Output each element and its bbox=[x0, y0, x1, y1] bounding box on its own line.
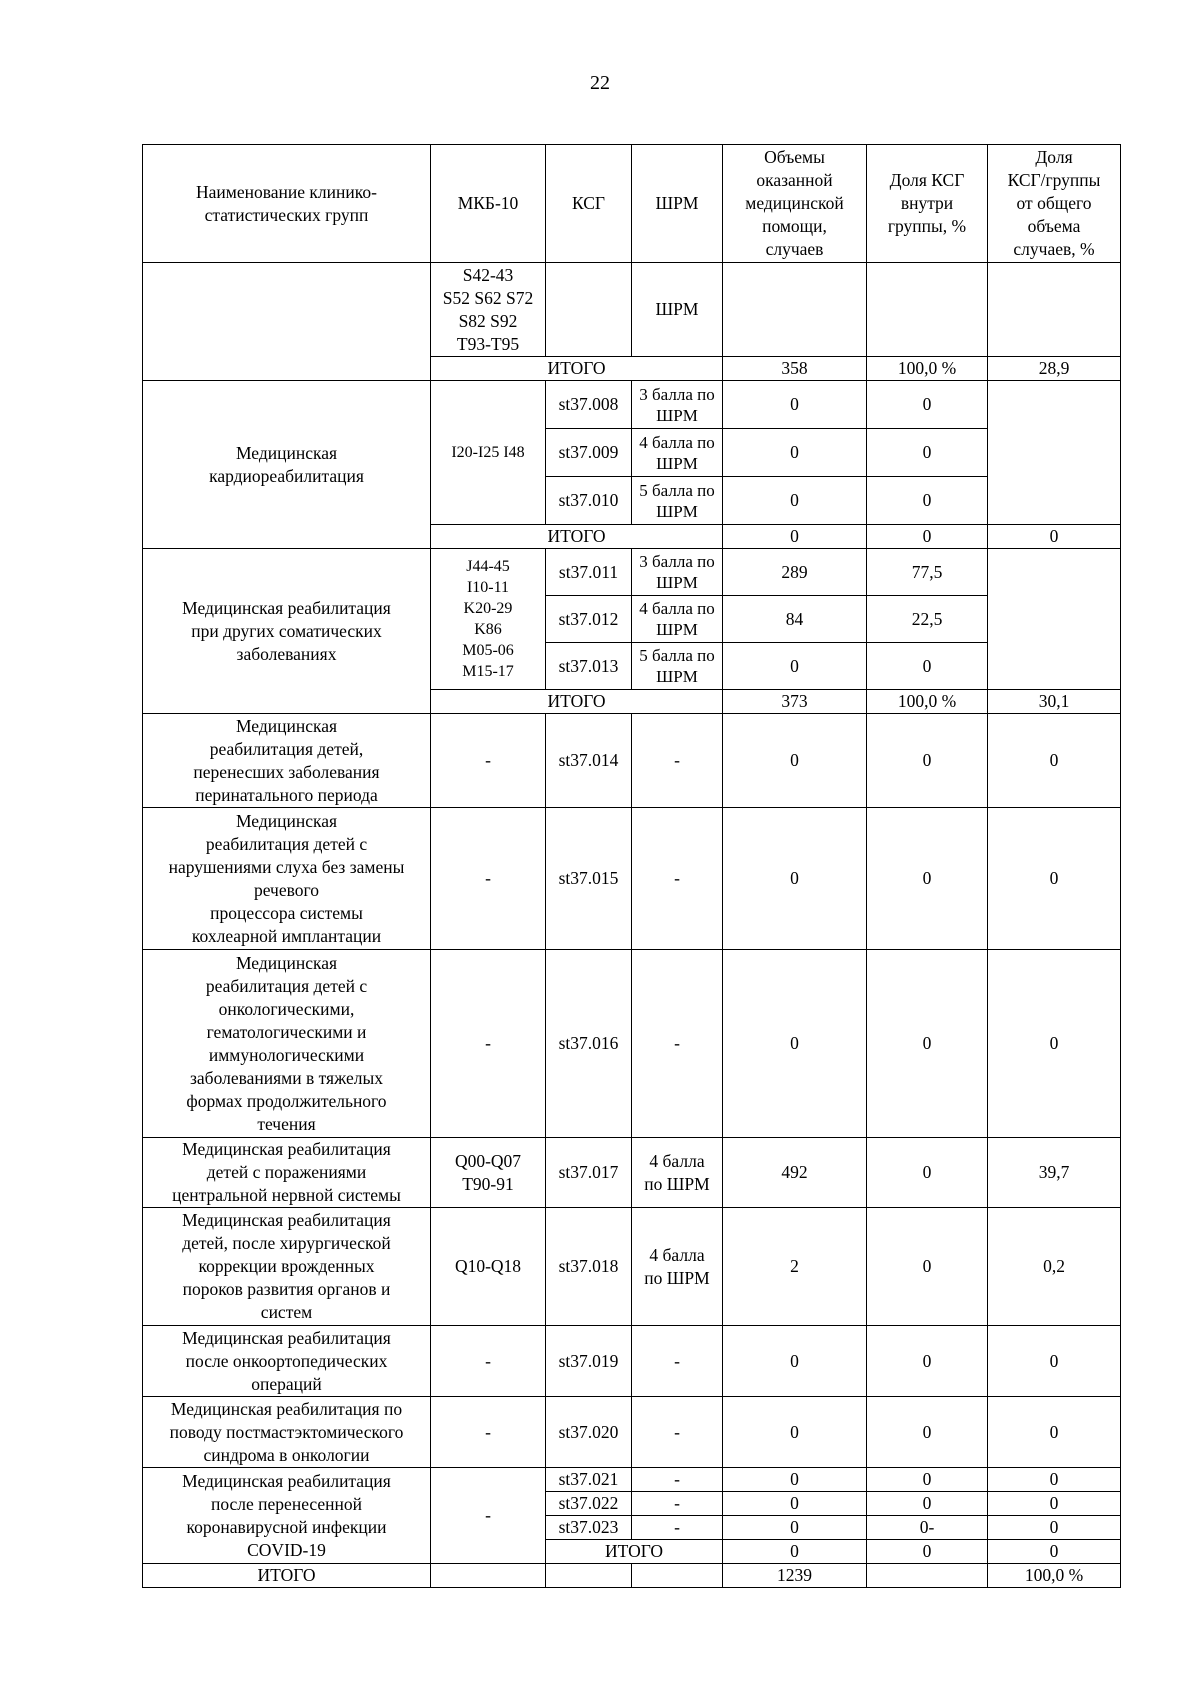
volume-cell: 0 bbox=[723, 950, 867, 1138]
table-row bbox=[143, 714, 1121, 808]
table-row bbox=[143, 1468, 1121, 1492]
ksg-cell: st37.021 bbox=[546, 1468, 632, 1492]
table-row bbox=[143, 1397, 1121, 1468]
ksg-cell: st37.017 bbox=[546, 1138, 632, 1208]
table-row bbox=[143, 549, 1121, 596]
share-cell-empty bbox=[867, 263, 988, 357]
mkb-cell: - bbox=[431, 1468, 546, 1564]
ksg-cell: st37.018 bbox=[546, 1208, 632, 1326]
ksg-cell: st37.008 bbox=[546, 381, 632, 429]
ksg-cell: st37.019 bbox=[546, 1326, 632, 1397]
subtotal-share: 100,0 % bbox=[867, 357, 988, 381]
group-name-cell: Медицинская реабилитация детей с нарушениями слуха без замены речевого процессора системы кохлеарной имплантации bbox=[143, 808, 431, 950]
share-cell: 0 bbox=[867, 1326, 988, 1397]
header-share-total: Доля КСГ/группы от общего объема случаев, % bbox=[988, 145, 1121, 263]
share-all-cell: 39,7 bbox=[988, 1138, 1121, 1208]
shrm-cell: - bbox=[632, 714, 723, 808]
subtotal-volume: 358 bbox=[723, 357, 867, 381]
ksg-cell: st37.013 bbox=[546, 643, 632, 690]
subtotal-share: 0 bbox=[867, 525, 988, 549]
grand-total-row bbox=[143, 1564, 1121, 1588]
grand-total-share-all: 100,0 % bbox=[988, 1564, 1121, 1588]
share-cell: 0 bbox=[867, 429, 988, 477]
header-ksg: КСГ bbox=[546, 145, 632, 263]
table-row bbox=[143, 950, 1121, 1138]
header-share-in-group: Доля КСГ внутри группы, % bbox=[867, 145, 988, 263]
share-cell: 77,5 bbox=[867, 549, 988, 596]
volume-cell: 492 bbox=[723, 1138, 867, 1208]
ksg-cell: st37.022 bbox=[546, 1492, 632, 1516]
shrm-cell: 4 балла по ШРМ bbox=[632, 1138, 723, 1208]
volume-cell: 0 bbox=[723, 1516, 867, 1540]
mkb-cell: - bbox=[431, 714, 546, 808]
share-all-cell: 0 bbox=[988, 1397, 1121, 1468]
header-shrm: ШРМ bbox=[632, 145, 723, 263]
subtotal-volume: 0 bbox=[723, 525, 867, 549]
share-all-cell-empty bbox=[988, 381, 1121, 525]
page-number: 22 bbox=[590, 72, 610, 94]
shrm-cell: 4 балла по ШРМ bbox=[632, 596, 723, 643]
subtotal-volume: 0 bbox=[723, 1540, 867, 1564]
share-cell: 0 bbox=[867, 1468, 988, 1492]
ksg-cell: st37.023 bbox=[546, 1516, 632, 1540]
group-name-cell: Медицинская реабилитация детей с онкологическими, гематологическими и иммунологическими заболеваниями в тяжелых формах продолжительного течения bbox=[143, 950, 431, 1138]
empty-cell bbox=[546, 1564, 632, 1588]
header-mkb: МКБ-10 bbox=[431, 145, 546, 263]
subtotal-share-all: 0 bbox=[988, 525, 1121, 549]
share-cell: 0 bbox=[867, 643, 988, 690]
share-cell: 0 bbox=[867, 381, 988, 429]
shrm-cell: 4 балла по ШРМ bbox=[632, 429, 723, 477]
group-name-cell: Медицинская кардиореабилитация bbox=[143, 381, 431, 549]
share-all-cell: 0 bbox=[988, 1516, 1121, 1540]
volume-cell: 0 bbox=[723, 1326, 867, 1397]
group-name-cell: Медицинская реабилитация при других соматических заболеваниях bbox=[143, 549, 431, 714]
mkb-cell: - bbox=[431, 808, 546, 950]
mkb-cell: - bbox=[431, 950, 546, 1138]
shrm-cell: 5 балла по ШРМ bbox=[632, 643, 723, 690]
grand-total-label: ИТОГО bbox=[143, 1564, 431, 1588]
volume-cell: 0 bbox=[723, 1468, 867, 1492]
ksg-cell: st37.009 bbox=[546, 429, 632, 477]
group-name-cell: Медицинская реабилитация детей, после хирургической коррекции врожденных пороков развития органов и систем bbox=[143, 1208, 431, 1326]
table-row bbox=[143, 1208, 1121, 1326]
shrm-cell: 5 балла по ШРМ bbox=[632, 477, 723, 525]
mkb-cell: I20-I25 I48 bbox=[431, 381, 546, 525]
share-all-cell-empty bbox=[988, 263, 1121, 357]
volume-cell: 0 bbox=[723, 477, 867, 525]
share-cell: 0 bbox=[867, 1138, 988, 1208]
shrm-cell: - bbox=[632, 950, 723, 1138]
shrm-cell: ШРМ bbox=[632, 263, 723, 357]
ksg-cell: st37.014 bbox=[546, 714, 632, 808]
volume-cell: 0 bbox=[723, 381, 867, 429]
shrm-cell: 4 балла по ШРМ bbox=[632, 1208, 723, 1326]
subtotal-label: ИТОГО bbox=[431, 525, 723, 549]
grand-total-volume: 1239 bbox=[723, 1564, 867, 1588]
name-cell-empty bbox=[143, 263, 431, 381]
shrm-cell: - bbox=[632, 808, 723, 950]
empty-cell bbox=[867, 1564, 988, 1588]
shrm-cell: - bbox=[632, 1397, 723, 1468]
share-cell: 0 bbox=[867, 1397, 988, 1468]
share-all-cell: 0 bbox=[988, 1468, 1121, 1492]
share-cell: 0 bbox=[867, 808, 988, 950]
volume-cell: 0 bbox=[723, 1397, 867, 1468]
table-row bbox=[143, 263, 1121, 357]
shrm-cell: - bbox=[632, 1468, 723, 1492]
volume-cell: 0 bbox=[723, 429, 867, 477]
share-all-cell-empty bbox=[988, 549, 1121, 690]
group-name-cell: Медицинская реабилитация по поводу постмастэктомического синдрома в онкологии bbox=[143, 1397, 431, 1468]
volume-cell: 84 bbox=[723, 596, 867, 643]
volume-cell-empty bbox=[723, 263, 867, 357]
share-all-cell: 0 bbox=[988, 1326, 1121, 1397]
shrm-cell: 3 балла по ШРМ bbox=[632, 549, 723, 596]
header-name: Наименование клинико- статистических групп bbox=[143, 145, 431, 263]
share-all-cell: 0,2 bbox=[988, 1208, 1121, 1326]
share-all-cell: 0 bbox=[988, 808, 1121, 950]
group-name-cell: Медицинская реабилитация детей с поражениями центральной нервной системы bbox=[143, 1138, 431, 1208]
share-all-cell: 0 bbox=[988, 1492, 1121, 1516]
volume-cell: 0 bbox=[723, 714, 867, 808]
subtotal-volume: 373 bbox=[723, 690, 867, 714]
subtotal-share-all: 28,9 bbox=[988, 357, 1121, 381]
mkb-cell: J44-45 I10-11 K20-29 K86 M05-06 M15-17 bbox=[431, 549, 546, 690]
group-name-cell: Медицинская реабилитация детей, перенесших заболевания перинатального периода bbox=[143, 714, 431, 808]
share-cell: 0 bbox=[867, 477, 988, 525]
shrm-cell: - bbox=[632, 1516, 723, 1540]
volume-cell: 0 bbox=[723, 643, 867, 690]
share-cell: 0- bbox=[867, 1516, 988, 1540]
ksg-cell-empty bbox=[546, 263, 632, 357]
subtotal-share-all: 0 bbox=[988, 1540, 1121, 1564]
empty-cell bbox=[431, 1564, 546, 1588]
mkb-cell: Q10-Q18 bbox=[431, 1208, 546, 1326]
mkb-cell: Q00-Q07 T90-91 bbox=[431, 1138, 546, 1208]
subtotal-label: ИТОГО bbox=[546, 1540, 723, 1564]
subtotal-label: ИТОГО bbox=[431, 690, 723, 714]
header-volume: Объемы оказанной медицинской помощи, случаев bbox=[723, 145, 867, 263]
subtotal-label: ИТОГО bbox=[431, 357, 723, 381]
share-cell: 0 bbox=[867, 1492, 988, 1516]
ksg-cell: st37.016 bbox=[546, 950, 632, 1138]
volume-cell: 0 bbox=[723, 808, 867, 950]
table-row bbox=[143, 1326, 1121, 1397]
subtotal-share-all: 30,1 bbox=[988, 690, 1121, 714]
rehab-ksg-table bbox=[142, 144, 1121, 1588]
table-row bbox=[143, 1138, 1121, 1208]
ksg-cell: st37.020 bbox=[546, 1397, 632, 1468]
empty-cell bbox=[632, 1564, 723, 1588]
share-cell: 0 bbox=[867, 1208, 988, 1326]
shrm-cell: 3 балла по ШРМ bbox=[632, 381, 723, 429]
share-cell: 0 bbox=[867, 714, 988, 808]
table-header-row bbox=[143, 145, 1121, 263]
volume-cell: 2 bbox=[723, 1208, 867, 1326]
mkb-cell: - bbox=[431, 1326, 546, 1397]
subtotal-share: 0 bbox=[867, 1540, 988, 1564]
ksg-cell: st37.011 bbox=[546, 549, 632, 596]
group-name-cell: Медицинская реабилитация после онкоортопедических операций bbox=[143, 1326, 431, 1397]
table-row bbox=[143, 381, 1121, 429]
ksg-cell: st37.015 bbox=[546, 808, 632, 950]
shrm-cell: - bbox=[632, 1326, 723, 1397]
share-cell: 22,5 bbox=[867, 596, 988, 643]
volume-cell: 0 bbox=[723, 1492, 867, 1516]
table-row bbox=[143, 808, 1121, 950]
share-all-cell: 0 bbox=[988, 950, 1121, 1138]
ksg-cell: st37.012 bbox=[546, 596, 632, 643]
volume-cell: 289 bbox=[723, 549, 867, 596]
share-all-cell: 0 bbox=[988, 714, 1121, 808]
shrm-cell: - bbox=[632, 1492, 723, 1516]
share-cell: 0 bbox=[867, 950, 988, 1138]
subtotal-share: 100,0 % bbox=[867, 690, 988, 714]
group-name-cell: Медицинская реабилитация после перенесенной коронавирусной инфекции COVID-19 bbox=[143, 1468, 431, 1564]
mkb-cell: - bbox=[431, 1397, 546, 1468]
ksg-cell: st37.010 bbox=[546, 477, 632, 525]
mkb-cell: S42-43 S52 S62 S72 S82 S92 T93-T95 bbox=[431, 263, 546, 357]
